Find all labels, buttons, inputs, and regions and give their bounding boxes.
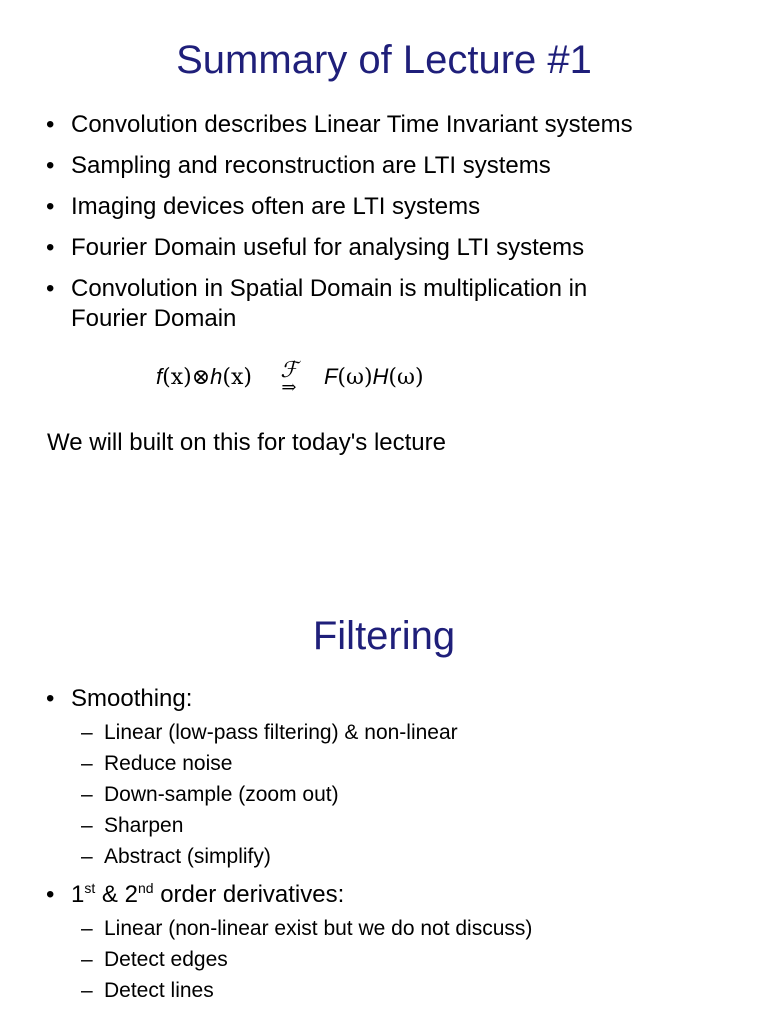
list-item: [46, 192, 746, 222]
formula-f: f: [156, 364, 163, 389]
bullet-text: 1st & 2nd order derivatives:: [71, 880, 345, 908]
dash-icon: –: [81, 948, 93, 971]
formula-omega-arg: (ω): [337, 365, 373, 390]
list-item: [46, 684, 746, 872]
dash-icon: –: [81, 783, 93, 806]
bullet-icon: •: [46, 881, 55, 908]
bullet-text: Fourier Domain useful for analysing LTI systems: [71, 234, 585, 261]
list-item: [46, 880, 746, 1006]
sub-list-item: [71, 748, 746, 779]
bullet-text: Convolution describes Linear Time Invariant systems: [71, 111, 633, 138]
sub-list-item: [71, 779, 746, 810]
convolution-formula: [156, 358, 424, 404]
slide-title: Filtering: [312, 614, 456, 658]
formula-omega-arg: (ω): [388, 365, 424, 390]
formula-H: H: [372, 364, 389, 389]
bullet-text: Sampling and reconstruction are LTI systems: [71, 152, 551, 179]
sub-list-item: [71, 841, 746, 872]
sub-item-text: Reduce noise: [104, 752, 233, 775]
bullet-text: Convolution in Spatial Domain is multiplication in Fourier Domain: [71, 275, 588, 332]
sub-list: [46, 717, 746, 872]
fourier-transform-operator: [274, 358, 304, 398]
dash-icon: –: [81, 917, 93, 940]
sub-list-item: [71, 975, 746, 1006]
bullet-icon: •: [46, 685, 55, 712]
implies-arrow-icon: ⇒: [281, 377, 297, 398]
bullet-icon: •: [46, 193, 55, 220]
bullet-list: [46, 110, 746, 334]
sub-item-text: Down-sample (zoom out): [104, 783, 339, 806]
bullet-list: [46, 684, 746, 1006]
bullet-icon: •: [46, 111, 55, 138]
list-item: [46, 151, 746, 181]
bullet-text: Smoothing:: [71, 685, 193, 712]
sub-list-item: [71, 944, 746, 975]
bullet-text: Imaging devices often are LTI systems: [71, 193, 481, 220]
list-item: [46, 233, 746, 263]
dash-icon: –: [81, 721, 93, 744]
sub-item-text: Linear (low-pass filtering) & non-linear: [104, 721, 458, 744]
sub-item-text: Abstract (simplify): [104, 845, 271, 868]
formula-x-arg: (x): [162, 365, 192, 390]
sub-list-item: [71, 810, 746, 841]
bullet-icon: •: [46, 275, 55, 302]
fourier-symbol: ℱ: [280, 358, 298, 383]
list-item: [46, 110, 746, 140]
dash-icon: –: [81, 979, 93, 1002]
slide-filtering: [0, 560, 768, 1024]
list-item: [46, 274, 661, 334]
sub-item-text: Sharpen: [104, 814, 184, 837]
sub-item-text: Linear (non-linear exist but we do not discuss): [104, 917, 533, 940]
dash-icon: –: [81, 752, 93, 775]
otimes-symbol: ⊗: [191, 365, 211, 390]
bullet-icon: •: [46, 152, 55, 179]
slide-title: Summary of Lecture #1: [176, 38, 592, 82]
bullet-icon: •: [46, 234, 55, 261]
sub-list-item: [71, 913, 746, 944]
formula-F: F: [323, 364, 338, 389]
dash-icon: –: [81, 814, 93, 837]
formula-h: h: [210, 364, 223, 389]
formula-x-arg: (x): [222, 365, 252, 390]
dash-icon: –: [81, 845, 93, 868]
sub-item-text: Detect lines: [104, 979, 214, 1002]
summary-footer-text: We will built on this for today's lecture: [47, 429, 446, 456]
sub-list-item: [71, 717, 746, 748]
sub-item-text: Detect edges: [104, 948, 228, 971]
sub-list: [46, 913, 746, 1006]
